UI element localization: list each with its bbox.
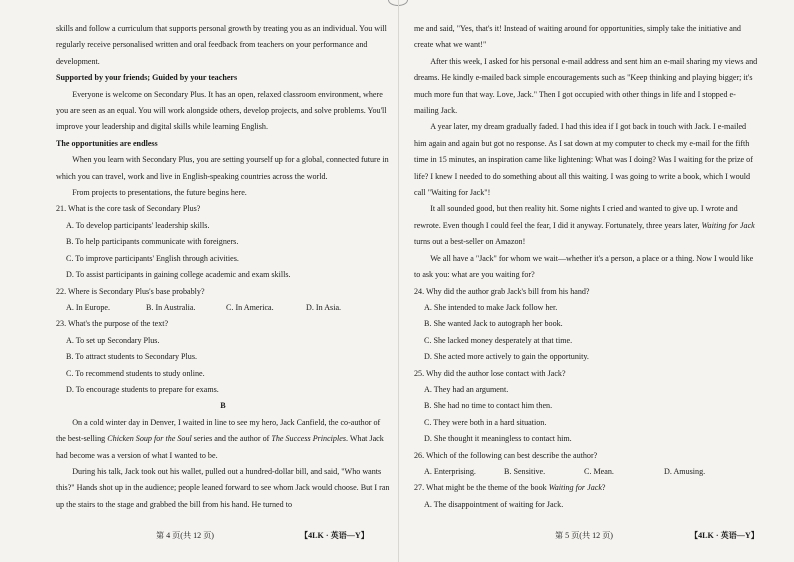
exam-code: 【4LK · 英语—Y】 <box>690 531 759 540</box>
option: B. She wanted Jack to autograph her book. <box>424 319 563 329</box>
option: D. To encourage students to prepare for exams. <box>66 384 219 394</box>
option: A. The disappointment of waiting for Jack. <box>424 499 564 509</box>
option: D. Amusing. <box>664 466 706 476</box>
option: C. They were both in a hard situation. <box>424 417 547 427</box>
paragraph: Everyone is welcome on Secondary Plus. It has an open, relaxed classroom environment, where you are seen as an equal. You will work alongside others, develop projects, and solve problems. You'll improve your leadership and digital skills while learning English. <box>56 89 387 132</box>
options-row <box>56 300 390 316</box>
paragraph: We all have a "Jack" for whom we wait—whether it's a person, a place or a thing. Now I would like to ask you: what are you waiting for? <box>414 253 754 280</box>
question-22: 22. Where is Secondary Plus's base probably? <box>56 286 205 296</box>
option: B. To attract students to Secondary Plus. <box>66 352 198 362</box>
option: A. Enterprising. <box>424 466 476 476</box>
paragraph: From projects to presentations, the future begins here. <box>72 188 247 198</box>
question-24: 24. Why did the author grab Jack's bill from his hand? <box>414 286 590 296</box>
paragraph: me and said, "Yes, that's it! Instead of waiting around for opportunities, simply take the initiative and create what we want!" <box>414 24 741 50</box>
question-25: 25. Why did the author lose contact with Jack? <box>414 368 566 378</box>
option: A. She intended to make Jack follow her. <box>424 302 558 312</box>
option: B. To help participants communicate with foreigners. <box>66 237 239 247</box>
option: D. In Asia. <box>306 302 342 312</box>
question-21: 21. What is the core task of Secondary Plus? <box>56 204 201 214</box>
page-number: 第 4 页(共 12 页) <box>155 531 214 540</box>
question-26: 26. Which of the following can best describe the author? <box>414 450 598 460</box>
section-heading: Supported by your friends; Guided by your teachers <box>56 73 238 83</box>
paragraph: On a cold winter day in Denver, I waited in line to see my hero, Jack Canfield, the co-author of the best-selling Chicken Soup for the Soul series and the author of The Success Principles. What Jack had become was a version of what I wanted to be. <box>56 417 384 460</box>
option: B. In Australia. <box>146 302 196 312</box>
paragraph: skills and follow a curriculum that supports personal growth by treating you as an individual. You will regularly receive personalised written and oral feedback from teachers on your performance and development. <box>56 24 387 66</box>
section-heading: The opportunities are endless <box>56 138 158 148</box>
paragraph: A year later, my dream gradually faded. I had this idea if I got back in touch with Jack. I e-mailed him again and again but got no response. As I sat down at my computer to check my e-mail for the fifth time in 15 minutes, an inspiration came like lightening: What was I doing? Was I waiting for the prize of life? I knew I needed to do something about all this waiting. I was going to write a book, which I would call "Waiting for Jack"! <box>414 122 753 198</box>
paragraph: During his talk, Jack took out his wallet, pulled out a hundred-dollar bill, and said, "Who wants this?" Hands shot up in the audience; people leaned forward to see whom Jack would choose. But I ran up the stairs to the stage and grabbed the bill from his hand. He turned to <box>56 466 390 509</box>
right-page <box>398 0 794 562</box>
option: C. To improve participants' English through acivities. <box>66 253 239 263</box>
option: B. She had no time to contact him then. <box>424 401 553 411</box>
option: A. To develop participants' leadership skills. <box>66 220 210 230</box>
options-row <box>414 464 758 480</box>
option: A. They had an argument. <box>424 384 509 394</box>
exam-code: 【4LK · 英语—Y】 <box>300 531 369 540</box>
question-23: 23. What's the purpose of the text? <box>56 319 169 329</box>
section-label-b: B <box>220 401 226 411</box>
option: C. Mean. <box>584 466 614 476</box>
option: D. She thought it meaningless to contact him. <box>424 434 572 444</box>
paragraph: When you learn with Secondary Plus, you are setting yourself up for a global, connected future in which you can travel, work and live in English-speaking countries across the world. <box>56 155 389 181</box>
paragraph: It all sounded good, but then reality hit. Some nights I cried and wanted to give up. I wrote and rewrote. Even though I could feel the fear, I did it anyway. Fortunately, three years later, Waiting for Jack turns out a best-seller on Amazon! <box>414 204 755 247</box>
question-27: 27. What might be the theme of the book Waiting for Jack? <box>414 483 606 493</box>
option: C. To recommend students to study online. <box>66 368 205 378</box>
option: B. Sensitive. <box>504 466 546 476</box>
option: C. In America. <box>226 302 274 312</box>
page-number: 第 5 页(共 12 页) <box>555 531 614 540</box>
option: C. She lacked money desperately at that time. <box>424 335 573 345</box>
option: D. To assist participants in gaining college academic and exam skills. <box>66 270 291 280</box>
option: A. In Europe. <box>66 302 111 312</box>
option: D. She acted more actively to gain the opportunity. <box>424 352 589 362</box>
option: A. To set up Secondary Plus. <box>66 335 160 345</box>
paragraph: After this week, I asked for his personal e-mail address and sent him an e-mail sharing my views and dreams. He kindly e-mailed back simple encouragements such as "Keep thinking and playing bigger; it's much more fun that way. Love, Jack." Then I got occupied with other things in life and I stopped e-mailing Jack. <box>414 56 758 116</box>
